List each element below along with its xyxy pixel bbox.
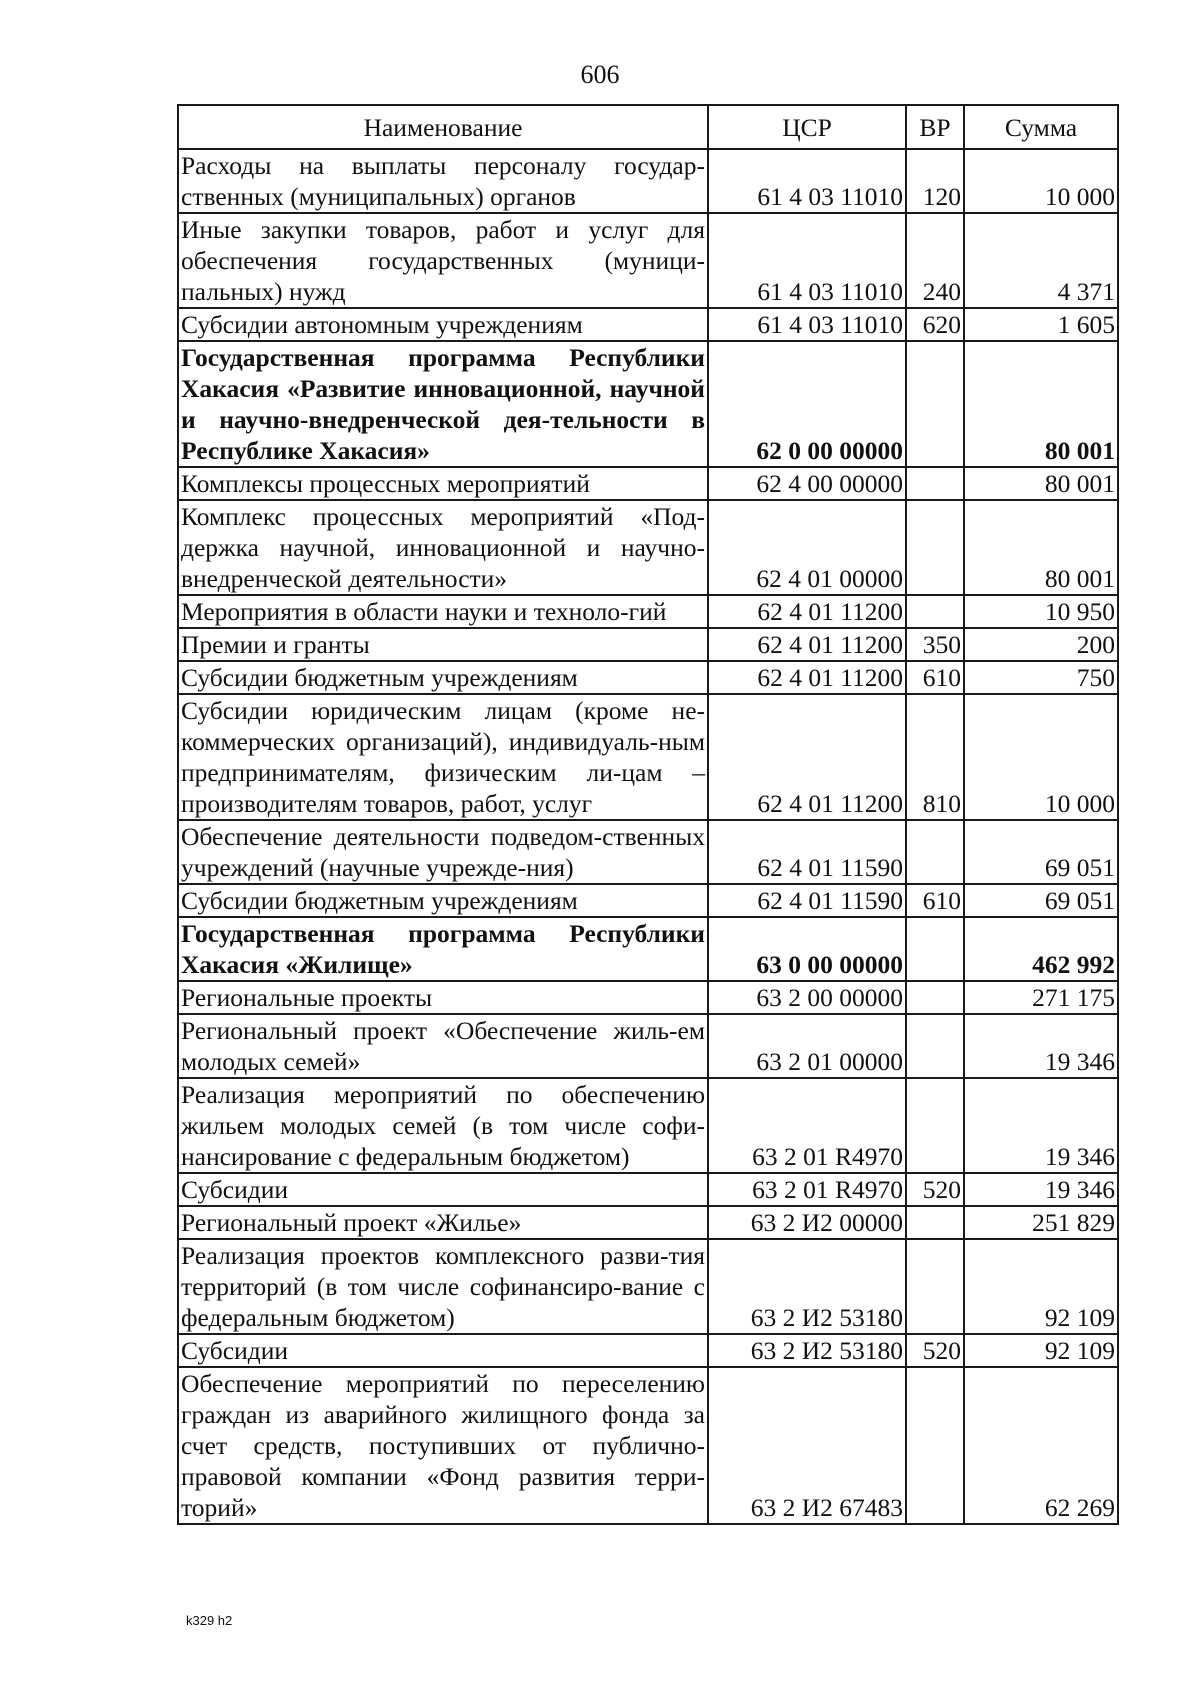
- cell-csr: 62 4 01 11200: [708, 694, 906, 820]
- cell-csr: 62 4 01 11200: [708, 595, 906, 628]
- cell-csr: 63 2 00 00000: [708, 981, 906, 1014]
- cell-name: Субсидии: [178, 1334, 708, 1367]
- cell-sum: 200: [964, 628, 1118, 661]
- cell-sum: 92 109: [964, 1334, 1118, 1367]
- table-row: [178, 1334, 1118, 1367]
- cell-vr: 810: [906, 694, 964, 820]
- table-row: [178, 1367, 1118, 1524]
- cell-name: Премии и гранты: [178, 628, 708, 661]
- table-row: [178, 1173, 1118, 1206]
- cell-vr: [906, 467, 964, 500]
- cell-vr: [906, 917, 964, 981]
- cell-name: Обеспечение мероприятий по переселению граждан из аварийного жилищного фонда за счет средств, поступивших от публично-правовой компании «Фонд развития терри-торий»: [178, 1367, 708, 1524]
- cell-sum: 4 371: [964, 213, 1118, 308]
- cell-vr: [906, 1078, 964, 1173]
- cell-sum: 251 829: [964, 1206, 1118, 1239]
- cell-csr: 62 4 01 11590: [708, 820, 906, 884]
- table-row: [178, 1239, 1118, 1334]
- cell-csr: 63 2 01 R4970: [708, 1173, 906, 1206]
- cell-csr: 62 4 01 11200: [708, 628, 906, 661]
- cell-sum: 271 175: [964, 981, 1118, 1014]
- table-header-row: [178, 105, 1118, 149]
- cell-csr: 62 0 00 00000: [708, 341, 906, 467]
- cell-vr: [906, 820, 964, 884]
- cell-vr: [906, 1239, 964, 1334]
- cell-csr: 63 0 00 00000: [708, 917, 906, 981]
- table-row: [178, 981, 1118, 1014]
- cell-name: Субсидии бюджетным учреждениям: [178, 884, 708, 917]
- header-name: Наименование: [178, 105, 708, 149]
- table-row: [178, 308, 1118, 341]
- cell-csr: 61 4 03 11010: [708, 149, 906, 213]
- cell-csr: 62 4 01 11200: [708, 661, 906, 694]
- table-row: [178, 341, 1118, 467]
- table-row: [178, 661, 1118, 694]
- table-row: [178, 820, 1118, 884]
- table-row: [178, 500, 1118, 595]
- cell-name: Комплекс процессных мероприятий «Под-держка научной, инновационной и научно-внедренческой деятельности»: [178, 500, 708, 595]
- cell-name: Мероприятия в области науки и техноло-гий: [178, 595, 708, 628]
- cell-sum: 92 109: [964, 1239, 1118, 1334]
- cell-name: Комплексы процессных мероприятий: [178, 467, 708, 500]
- header-vr: ВР: [906, 105, 964, 149]
- cell-vr: 520: [906, 1334, 964, 1367]
- cell-vr: 120: [906, 149, 964, 213]
- cell-name: Иные закупки товаров, работ и услуг для обеспечения государственных (муници-пальных) нужд: [178, 213, 708, 308]
- table-row: [178, 1014, 1118, 1078]
- cell-csr: 62 4 01 00000: [708, 500, 906, 595]
- cell-sum: 19 346: [964, 1078, 1118, 1173]
- cell-sum: 80 001: [964, 467, 1118, 500]
- cell-name: Государственная программа Республики Хакасия «Развитие инновационной, научной и научно-внедренческой дея-тельности в Республике Хакасия»: [178, 341, 708, 467]
- page-number: 606: [580, 60, 620, 89]
- table-row: [178, 467, 1118, 500]
- cell-vr: 620: [906, 308, 964, 341]
- table-row: [178, 628, 1118, 661]
- cell-sum: 10 000: [964, 149, 1118, 213]
- cell-csr: 61 4 03 11010: [708, 213, 906, 308]
- cell-vr: [906, 500, 964, 595]
- cell-name: Субсидии: [178, 1173, 708, 1206]
- cell-vr: 610: [906, 661, 964, 694]
- table-row: [178, 595, 1118, 628]
- cell-sum: 69 051: [964, 820, 1118, 884]
- cell-vr: [906, 1206, 964, 1239]
- cell-sum: 80 001: [964, 500, 1118, 595]
- cell-name: Региональные проекты: [178, 981, 708, 1014]
- cell-vr: [906, 981, 964, 1014]
- cell-vr: [906, 1367, 964, 1524]
- table-row: [178, 694, 1118, 820]
- table-row: [178, 884, 1118, 917]
- cell-name: Расходы на выплаты персоналу государ-ственных (муниципальных) органов: [178, 149, 708, 213]
- cell-sum: 10 000: [964, 694, 1118, 820]
- cell-name: Обеспечение деятельности подведом-ственных учреждений (научные учрежде-ния): [178, 820, 708, 884]
- budget-table: [177, 104, 1119, 1525]
- cell-vr: [906, 1014, 964, 1078]
- header-sum: Сумма: [964, 105, 1118, 149]
- cell-csr: 62 4 00 00000: [708, 467, 906, 500]
- cell-sum: 462 992: [964, 917, 1118, 981]
- cell-vr: 610: [906, 884, 964, 917]
- cell-csr: 63 2 И2 67483: [708, 1367, 906, 1524]
- cell-vr: 520: [906, 1173, 964, 1206]
- cell-csr: 63 2 И2 53180: [708, 1334, 906, 1367]
- cell-csr: 63 2 01 00000: [708, 1014, 906, 1078]
- cell-sum: 1 605: [964, 308, 1118, 341]
- cell-sum: 10 950: [964, 595, 1118, 628]
- table-row: [178, 917, 1118, 981]
- cell-name: Реализация проектов комплексного разви-тия территорий (в том числе софинансиро-вание с федеральным бюджетом): [178, 1239, 708, 1334]
- cell-vr: 240: [906, 213, 964, 308]
- cell-vr: 350: [906, 628, 964, 661]
- footer-code: k329 h2: [186, 1613, 233, 1628]
- cell-name: Региональный проект «Жилье»: [178, 1206, 708, 1239]
- table-body: [178, 149, 1118, 1524]
- cell-sum: 80 001: [964, 341, 1118, 467]
- cell-sum: 62 269: [964, 1367, 1118, 1524]
- cell-name: Субсидии бюджетным учреждениям: [178, 661, 708, 694]
- cell-csr: 63 2 И2 53180: [708, 1239, 906, 1334]
- cell-sum: 69 051: [964, 884, 1118, 917]
- cell-name: Субсидии автономным учреждениям: [178, 308, 708, 341]
- cell-name: Государственная программа Республики Хакасия «Жилище»: [178, 917, 708, 981]
- cell-name: Региональный проект «Обеспечение жиль-ем молодых семей»: [178, 1014, 708, 1078]
- table-row: [178, 149, 1118, 213]
- header-csr: ЦСР: [708, 105, 906, 149]
- cell-csr: 61 4 03 11010: [708, 308, 906, 341]
- table-row: [178, 1078, 1118, 1173]
- cell-vr: [906, 595, 964, 628]
- cell-sum: 19 346: [964, 1173, 1118, 1206]
- cell-vr: [906, 341, 964, 467]
- table-row: [178, 213, 1118, 308]
- cell-csr: 63 2 01 R4970: [708, 1078, 906, 1173]
- cell-name: Реализация мероприятий по обеспечению жильем молодых семей (в том числе софи-нансирование с федеральным бюджетом): [178, 1078, 708, 1173]
- cell-csr: 62 4 01 11590: [708, 884, 906, 917]
- table-row: [178, 1206, 1118, 1239]
- cell-sum: 750: [964, 661, 1118, 694]
- cell-name: Субсидии юридическим лицам (кроме не-коммерческих организаций), индивидуаль-ным предпринимателям, физическим ли-цам – производителям товаров, работ, услуг: [178, 694, 708, 820]
- cell-csr: 63 2 И2 00000: [708, 1206, 906, 1239]
- cell-sum: 19 346: [964, 1014, 1118, 1078]
